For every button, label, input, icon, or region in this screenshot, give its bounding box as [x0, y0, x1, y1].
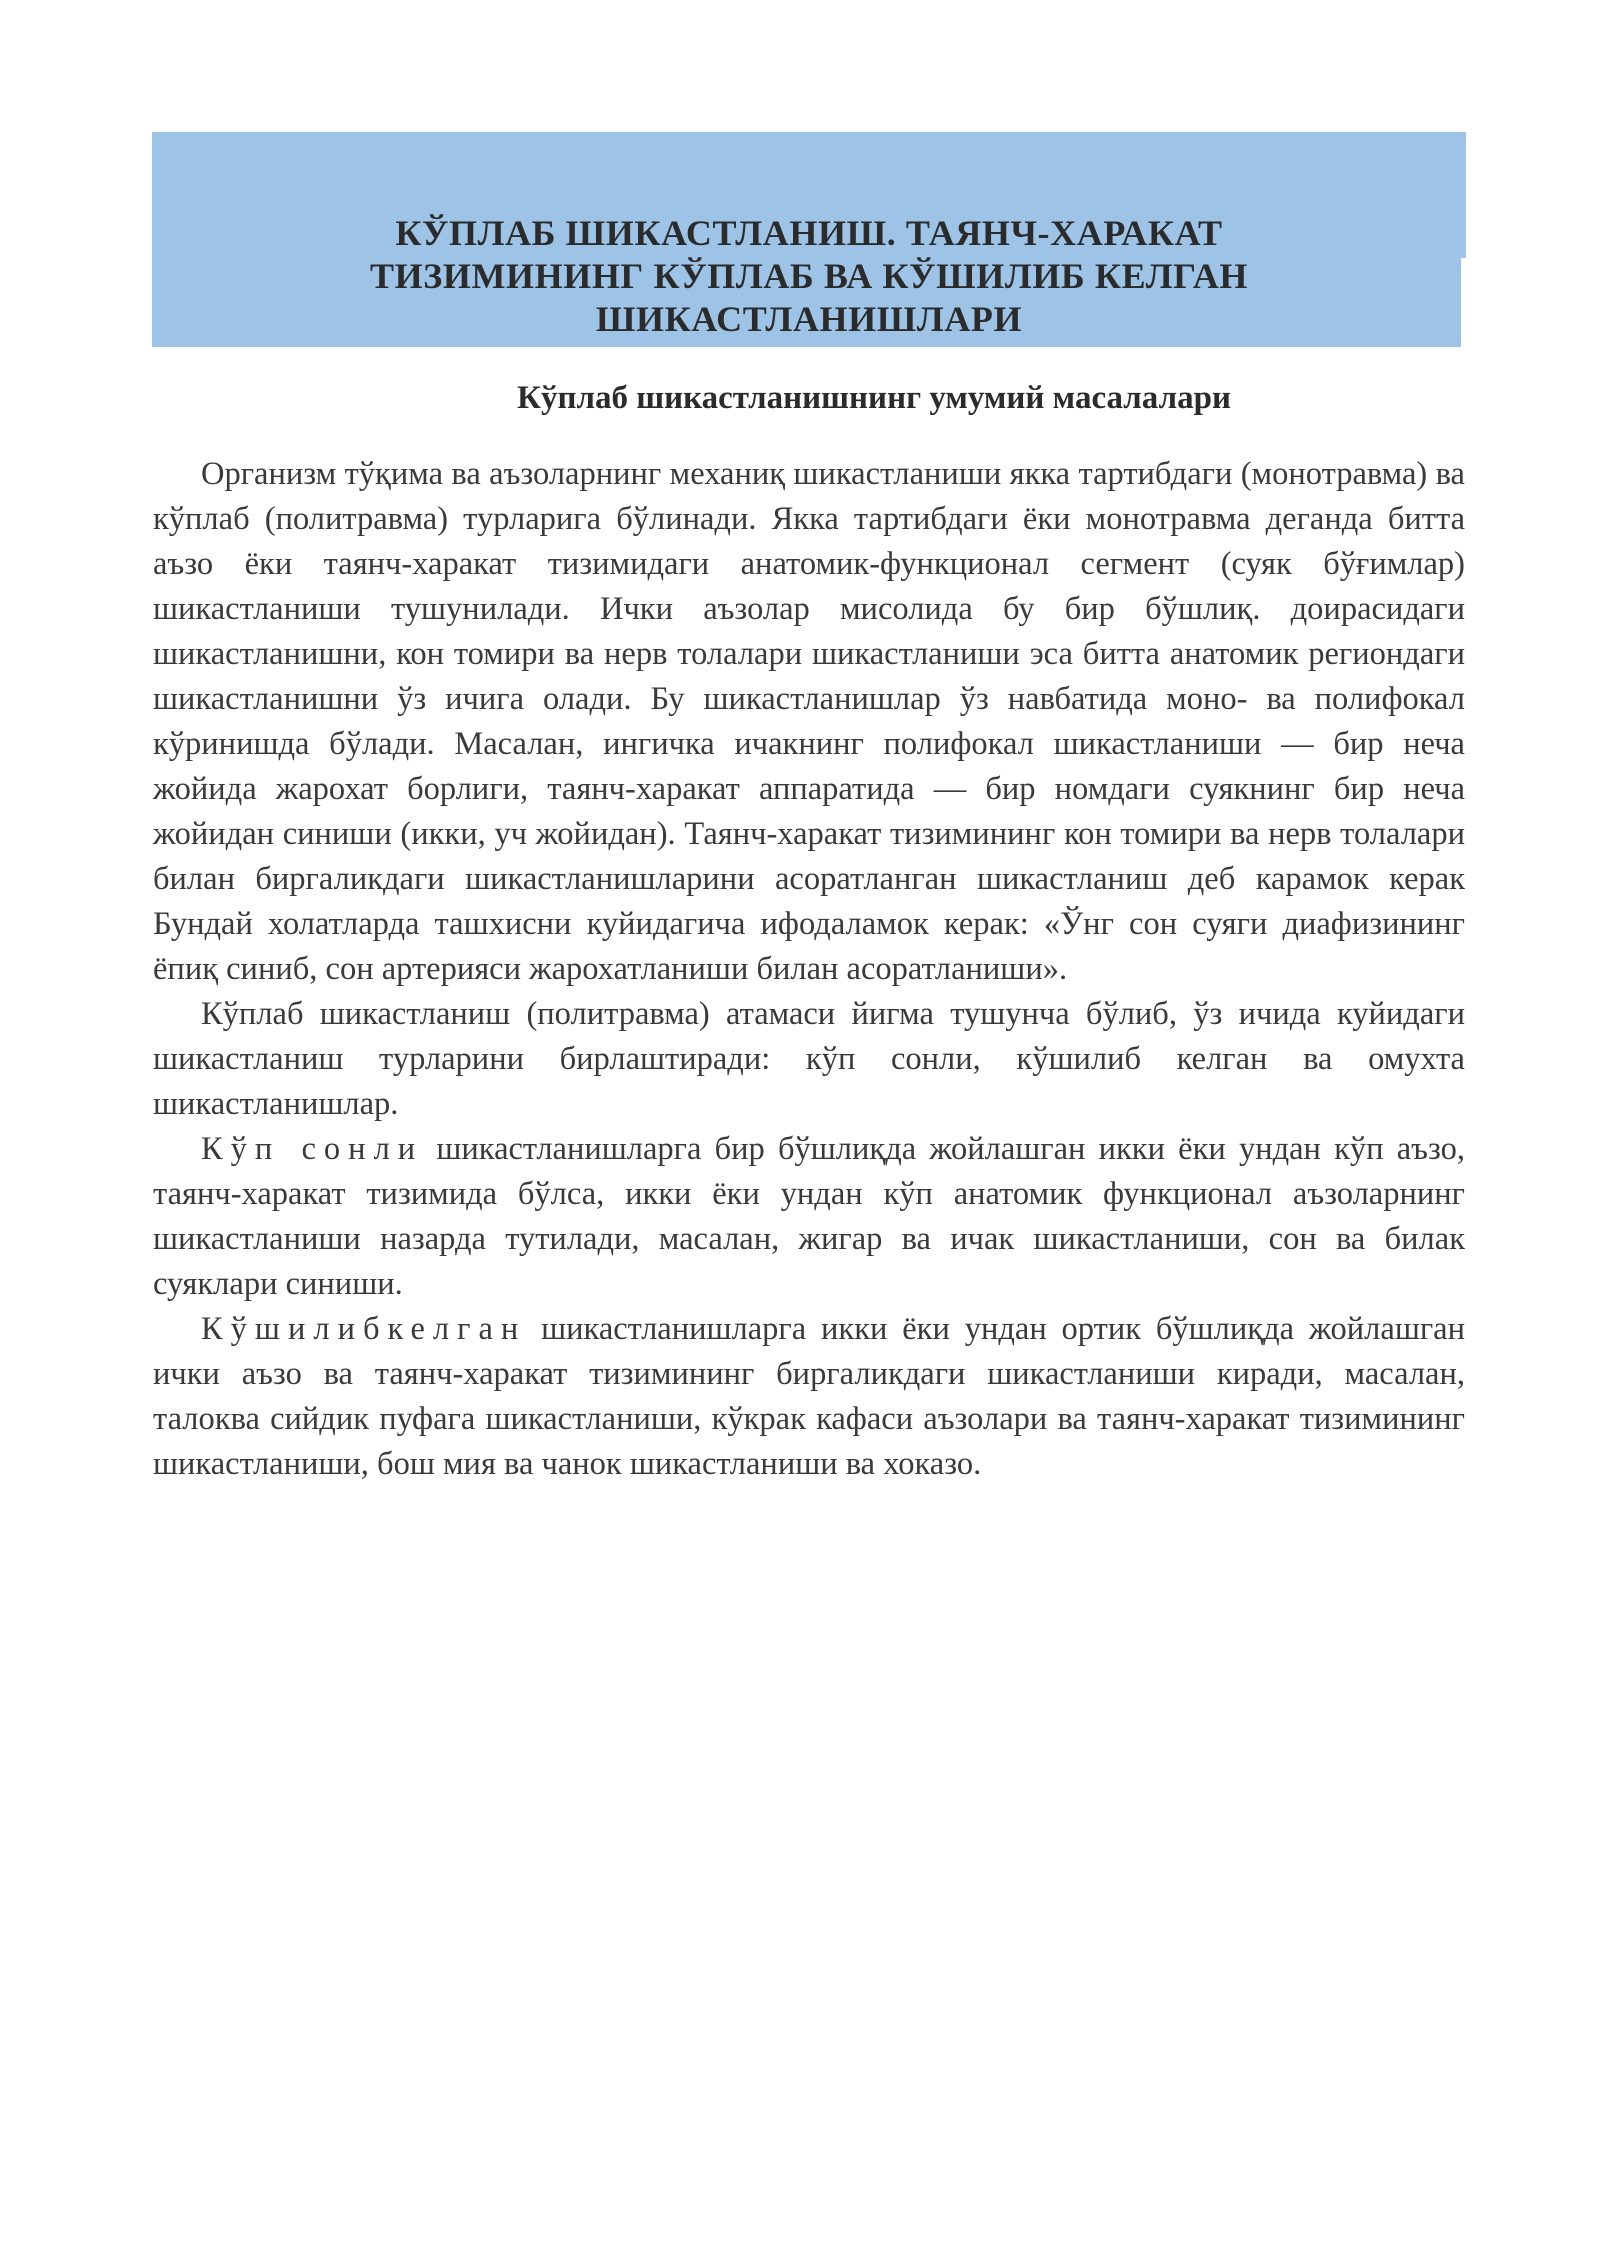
paragraph-2-text: Кўплаб шикастланиш (политравма) атамаси йигма тушунча бўлиб, ўз ичида куйидаги шикастланиш турларини бирлаштиради: кўп сонли, кўшилиб келган ва омухта шикастланишлар. [153, 996, 1465, 1122]
section-subtitle: Кўплаб шикастланишнинг умумий масалалари [517, 380, 1231, 416]
paragraph-1 [153, 452, 1465, 992]
title-line-2: ТИЗИМИНИНГ КЎПЛАБ ВА КЎШИЛИБ КЕЛГАН [370, 256, 1248, 296]
body-text [153, 452, 1465, 1487]
paragraph-1-text: Организм тўқима ва аъзоларнинг механиқ шикастланиши якка тартибдаги (монотравма) ва кўплаб (политравма) турларига бўлинади. Якка тартибдаги ёки монотравма деганда битта аъзо ёки таянч-харакат тизимидаги анатомик-функционал сегмент (суяк бўғимлар) шикастланиши тушунилади. Ички аъзолар мисолида бу бир бўшлиқ. доирасидаги шикастланишни, кон томири ва нерв толалари шикастланиши эса битта анатомик региондаги шикастланишни ўз ичига олади. Бу шикастланишлар ўз навбатида моно- ва полифокал кўринишда бўлади. Масалан, ингичка ичакнинг полифокал шикастланиши — бир неча жойида жарохат борлиги, таянч-харакат аппаратида — бир номдаги суякнинг бир неча жойидан синиши (икки, уч жойидан). Таянч-харакат тизимининг кон томири ва нерв толалари билан биргаликдаги шикастланишларини асоратланган шикастланиш деб карамок керак Бундай холатларда ташхисни куйидагича ифодаламок керак: «Ўнг сон суяги диафизининг ёпиқ синиб, сон артерияси жарохатланиши билан асоратланиши». [153, 456, 1465, 987]
paragraph-2 [153, 992, 1465, 1127]
paragraph-3 [153, 1127, 1465, 1307]
page-title [152, 212, 1466, 341]
paragraph-3-lead-term: Кўп сонли [201, 1131, 424, 1167]
title-line-3: ШИКАСТЛАНИШЛАРИ [595, 299, 1023, 339]
paragraph-4 [153, 1307, 1465, 1487]
paragraph-4-text: шикастланишларга икки ёки ундан ортик бўшлиқда жойлашган ички аъзо ва таянч-харакат тизимининг биргаликдаги шикастланиши киради, масалан, талоква сийдик пуфага шикастланиши, кўкрак кафаси аъзолари ва таянч-харакат тизимининг шикастланиши, бош мия ва чанок шикастланиши ва хоказо. [153, 1311, 1465, 1482]
paragraph-4-lead-term: Кўшилибкелган [201, 1311, 527, 1347]
paragraph-3-text: шикастланишларга бир бўшлиқда жойлашган икки ёки ундан кўп аъзо, таянч-харакат тизимида бўлса, икки ёки ундан кўп анатомик функционал аъзоларнинг шикастланиши назарда тутилади, масалан, жигар ва ичак шикастланиши, сон ва билак суяклари синиши. [153, 1131, 1466, 1302]
title-line-1: КЎПЛАБ ШИКАСТЛАНИШ. ТАЯНЧ-ХАРАКАТ [395, 213, 1223, 253]
